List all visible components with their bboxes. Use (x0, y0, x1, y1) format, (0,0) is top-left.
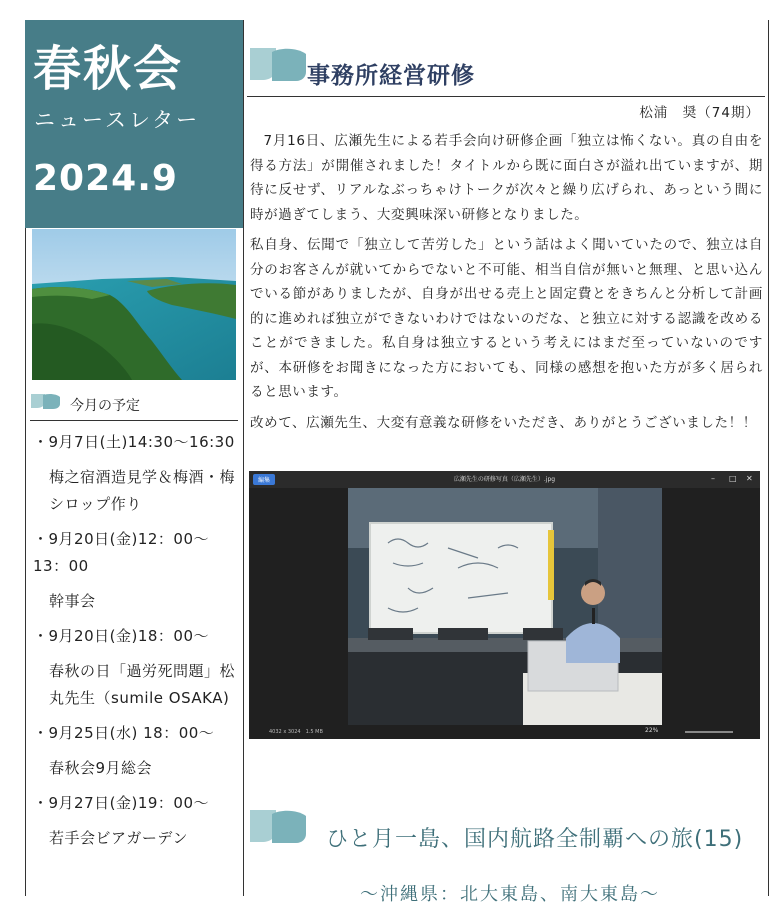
schedule-date: ・9月7日(土)14:30～16:30 (33, 433, 235, 451)
article-title: ひと月一島、国内航路全制覇への旅(15) (326, 827, 744, 852)
schedule-detail: 春秋の日「過労死問題」松丸先生（sumile OSAKA) (49, 662, 236, 707)
viewer-statusbar (249, 725, 760, 739)
schedule-date: ・9月20日(金)12：00～13：00 (33, 530, 210, 575)
schedule-header (30, 392, 238, 421)
close-icon: ✕ (746, 474, 753, 483)
title-underline (247, 96, 765, 97)
viewer-zoom-slider (685, 731, 733, 733)
viewer-file-info: 4032 x 3024 1.5 MB (269, 729, 323, 735)
article-subtitle: ～沖縄県：北大東島、南大東島～ (360, 884, 660, 905)
section-icon (250, 46, 306, 82)
article-paragraph: 改めて、広瀬先生、大変有意義な研修をいただき、ありがとうございました！！ (250, 414, 757, 431)
schedule-heading: 今月の予定 (70, 398, 140, 414)
seminar-photo-screenshot (249, 471, 760, 739)
maximize-icon: □ (729, 474, 737, 483)
schedule-detail: 幹事会 (49, 592, 96, 610)
cover-landscape-photo (32, 229, 236, 380)
schedule-detail: 梅之宿酒造見学＆梅酒・梅シロップ作り (49, 468, 236, 513)
issue-date: 2024.9 (33, 158, 178, 199)
section-icon (250, 808, 306, 844)
newsletter-name: 春秋会 (33, 41, 184, 97)
column-divider (243, 20, 244, 896)
schedule-detail: 若手会ビアガーデン (49, 829, 189, 847)
schedule-date: ・9月20日(金)18：00～ (33, 627, 210, 645)
schedule-date: ・9月27日(金)19：00～ (33, 794, 210, 812)
schedule-date: ・9月25日(水) 18：00～ (33, 724, 215, 742)
masthead (25, 20, 243, 228)
newsletter-subtitle: ニュースレター (34, 108, 201, 132)
viewer-titlebar (249, 471, 760, 488)
article-paragraph: 私自身、伝聞で「独立して苦労した」という話はよく聞いていたので、独立は自分のお客さんが就いてからでないと不可能、相当自信が無いと無理、と思い込んでいる節がありましたが、自身が出せる売上と固定費とをきちんと分析して計画的に進めれば独立ができないわけではないのだな、と独立に対する認識を改めることができました。私自身は独立するという考えにはまだ至っていないのですが、本研修をお聞きになった方においても、同様の感想を抱いた方が多く居られると思います。 (250, 237, 763, 400)
article-title: 事務所経営研修 (307, 63, 475, 89)
schedule-detail: 春秋会9月総会 (49, 759, 153, 777)
right-border-line (768, 20, 769, 896)
seminar-photo (348, 488, 662, 725)
article-author: 松浦 奨（74期） (639, 105, 760, 121)
article-body (250, 129, 763, 441)
article-paragraph: 7月16日、広瀬先生による若手会向け研修企画「独立は怖くない。真の自由を得る方法」が開催されました！タイトルから既に面白さが溢れ出ていますが、期待に反せず、リアルなぶっちゃけトークが次々と繰り広げられ、あっという間に時が過ぎてしまう、大変興味深い研修となりました。 (250, 133, 763, 223)
minimize-icon: – (711, 474, 715, 483)
viewer-edit-label: 編集 (258, 477, 271, 484)
viewer-zoom-level: 22% (645, 727, 659, 734)
schedule-list (33, 429, 238, 860)
section-icon (31, 392, 61, 410)
viewer-window-title: 広瀬先生の研修写真（広瀬先生）.jpg (453, 476, 556, 483)
landscape-image (32, 229, 236, 380)
